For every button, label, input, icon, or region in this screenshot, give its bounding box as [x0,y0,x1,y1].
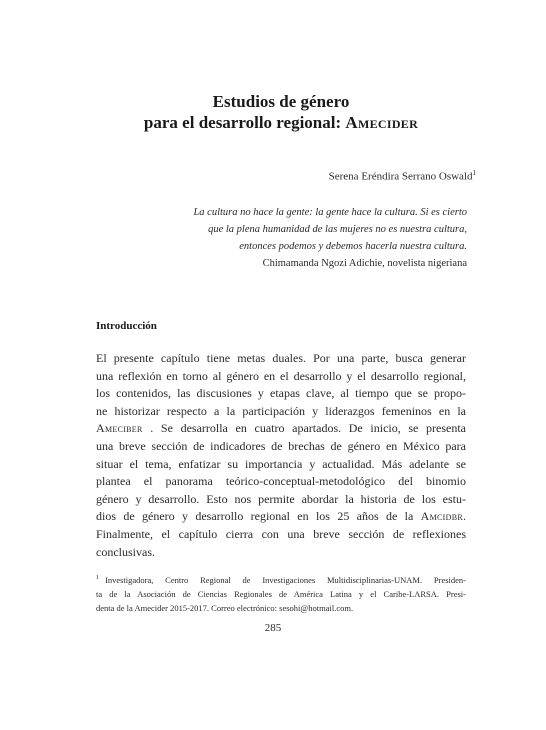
title-line-2-text: para el desarrollo regional: [143,113,346,133]
body-line-text: dios de género y desarrollo regional en los 25 años de la [96,509,421,524]
footnote-line [96,571,466,587]
author-name [329,169,476,183]
footnote [96,571,466,615]
author-footnote-mark: 1 [472,169,476,177]
chapter-title [96,91,466,133]
body-line-end: . [463,509,466,524]
body-paragraph [96,350,466,561]
author-name-text: Serena Eréndira Serrano Oswald [328,170,473,183]
epigraph-line-2: que la plena humanidad de las mujeres no es nuestra cultura, [208,224,467,235]
epigraph-source: Chimamanda Ngozi Adichie, novelista nigeriana [262,258,467,269]
epigraph-line-3: entonces podemos y debemos hacerla nuestra cultura. [239,241,467,252]
footnote-line: denta de la Amecider 2015-2017. Correo electrónico: sesohi@hotmail.com. [96,602,354,613]
body-line: ne historizar respecto a la participación y liderazgos femeninos en la [96,403,466,418]
epigraph [193,204,467,272]
body-line: una breve sección de indicadores de brechas de género en México para [96,438,466,453]
body-line: los contenidos, las discusiones y etapas clave, al tiempo que se propo- [96,386,466,401]
footnote-mark: 1 [96,575,99,581]
body-line: una reflexión en torno al género en el desarrollo y el desarrollo regional, [96,368,466,383]
body-line: El presente capítulo tiene metas duales. Por una parte, busca generar [96,351,466,365]
section-heading: Introducción [96,320,157,332]
footnote-line: ta de la Asociación de Ciencias Regionales de América Latina y el Caribe-LARSA. Presi- [96,588,466,599]
body-line: situar el tema, enfatizar su importancia y actualidad. Más adelante se [96,456,466,471]
body-line: género y desarrollo. Esto nos permite abordar la historia de los estu- [96,491,466,506]
body-line: plantea el panorama teórico-conceptual-metodológico del binomio [96,474,466,489]
body-line [96,508,466,526]
epigraph-line-1: La cultura no hace la gente: la gente hace la cultura. Si es cierto [193,207,467,218]
body-line-text: . Se desarrolla en cuatro apartados. De inicio, se presenta [142,421,466,436]
title-acronym: Amecider [345,113,419,133]
body-acronym: Amcidbr [420,509,463,524]
body-line [96,420,466,438]
body-acronym: Ameciber [96,421,143,436]
body-line: conclusivas. [96,544,155,559]
title-line-2 [96,112,466,133]
body-line: Finalmente, el capítulo cierra con una breve sección de reflexiones [96,526,466,541]
title-line-1: Estudios de género [212,92,350,112]
page-number: 285 [264,622,282,634]
footnote-line-text: Investigadora, Centro Regional de Investigaciones Multidisciplinarias-UNAM. Presiden- [105,574,466,585]
